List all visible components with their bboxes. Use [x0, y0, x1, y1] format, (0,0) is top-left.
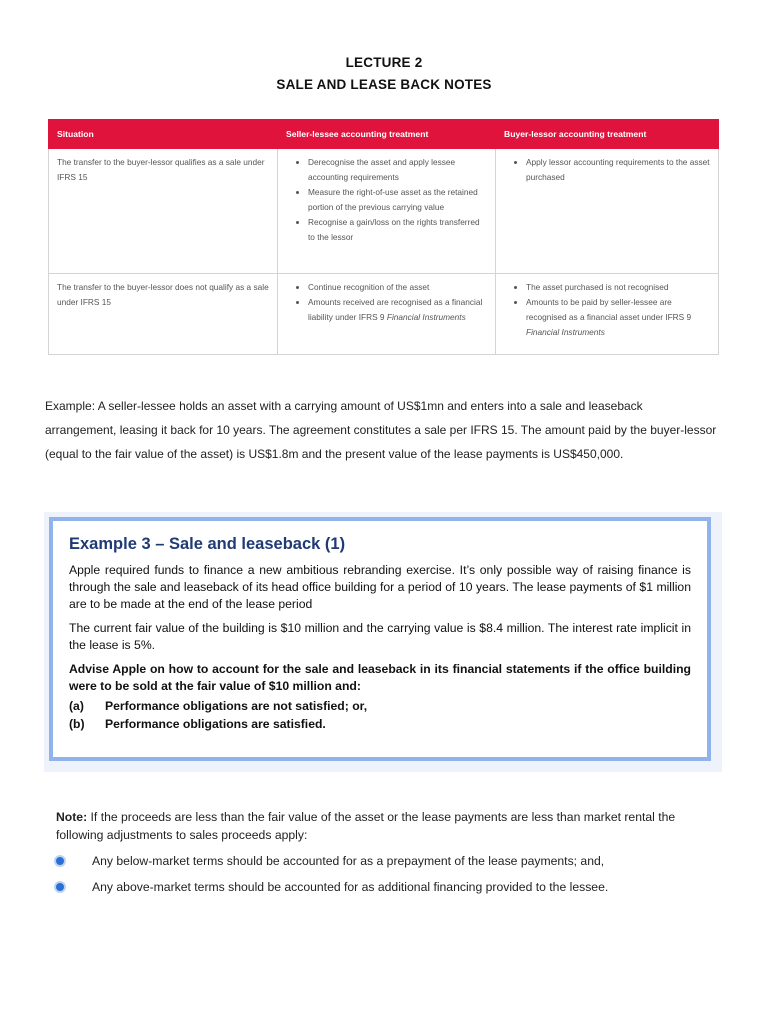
- example-box-paragraph: The current fair value of the building is $10 million and the carrying value is $8.4 million. The interest rate implicit in the lease is 5%.: [69, 621, 691, 652]
- option-b: [69, 715, 691, 733]
- option-label: (a): [69, 699, 84, 713]
- list-item: • Measure the right-of-use asset as the retained portion of the previous carrying value: [308, 185, 487, 215]
- list-item: • Amounts to be paid by seller-lessee are recognised as a financial asset under IFRS 9 Financial Instruments: [526, 295, 710, 340]
- table-row: [49, 274, 719, 355]
- seller-treatment-cell: [278, 274, 496, 355]
- option-text: Performance obligations are satisfied.: [105, 717, 326, 731]
- column-header-buyer-lessor: Buyer-lessor accounting treatment: [496, 120, 719, 149]
- table-row: [49, 149, 719, 274]
- buyer-treatment-cell: [496, 274, 719, 355]
- example-box-question: Advise Apple on how to account for the sale and leaseback in its financial statements if the office building were to be sold at the fair value of $10 million and:: [69, 662, 691, 693]
- note-label: Note:: [56, 810, 88, 824]
- note-section: [56, 808, 696, 896]
- option-label: (b): [69, 717, 85, 731]
- note-bullet-text: Any above-market terms should be accounted for as additional financing provided to the lessee.: [92, 880, 609, 894]
- column-header-seller-lessee: Seller-lessee accounting treatment: [278, 120, 496, 149]
- option-a: [69, 697, 691, 715]
- page-header: [0, 52, 768, 96]
- example-box-paragraph: Apple required funds to finance a new ambitious rebranding exercise. It’s only possible way of raising finance is through the sale and leaseback of its head office building for a period of 10 years. The lease payments of $1 million are to be made at the end of the lease period: [69, 563, 691, 611]
- list-item: • Apply lessor accounting requirements to the asset purchased: [526, 155, 710, 185]
- lecture-title: LECTURE 2: [345, 55, 423, 70]
- note-text: If the proceeds are less than the fair value of the asset or the lease payments are less than market rental the following adjustments to sales proceeds apply:: [56, 810, 676, 842]
- example-box-title: Example 3 – Sale and leaseback (1): [69, 535, 346, 553]
- list-item: • Continue recognition of the asset: [308, 280, 487, 295]
- buyer-treatment-cell: [496, 149, 719, 274]
- bullet-icon: [56, 883, 64, 891]
- example-paragraph: Example: A seller-lessee holds an asset with a carrying amount of US$1mn and enters into a sale and leaseback arrangement, leasing it back for 10 years. The agreement constitutes a sale per IFRS 15. The amount paid by the buyer-lessor (equal to the fair value of the asset) is US$1.8m and the present value of the lease payments is US$450,000.: [45, 399, 717, 461]
- table-header-row: [49, 120, 719, 149]
- list-item: [56, 852, 696, 870]
- accounting-treatment-table: [48, 119, 719, 355]
- bullet-icon: [56, 857, 64, 865]
- seller-treatment-cell: [278, 149, 496, 274]
- situation-cell: The transfer to the buyer-lessor qualifies as a sale under IFRS 15: [49, 149, 278, 274]
- list-item: [56, 878, 696, 896]
- column-header-situation: Situation: [49, 120, 278, 149]
- list-item: • Derecognise the asset and apply lessee accounting requirements: [308, 155, 487, 185]
- note-bullet-text: Any below-market terms should be accounted for as a prepayment of the lease payments; and,: [92, 854, 605, 868]
- note-paragraph: [56, 808, 696, 844]
- option-text: Performance obligations are not satisfied; or,: [105, 699, 368, 713]
- list-item: • Recognise a gain/loss on the rights transferred to the lessor: [308, 215, 487, 245]
- situation-cell: The transfer to the buyer-lessor does not qualify as a sale under IFRS 15: [49, 274, 278, 355]
- list-item: • Amounts received are recognised as a financial liability under IFRS 9 Financial Instruments: [308, 295, 487, 325]
- list-item: • The asset purchased is not recognised: [526, 280, 710, 295]
- example-3-box: [49, 517, 711, 761]
- document-title: SALE AND LEASE BACK NOTES: [276, 77, 492, 92]
